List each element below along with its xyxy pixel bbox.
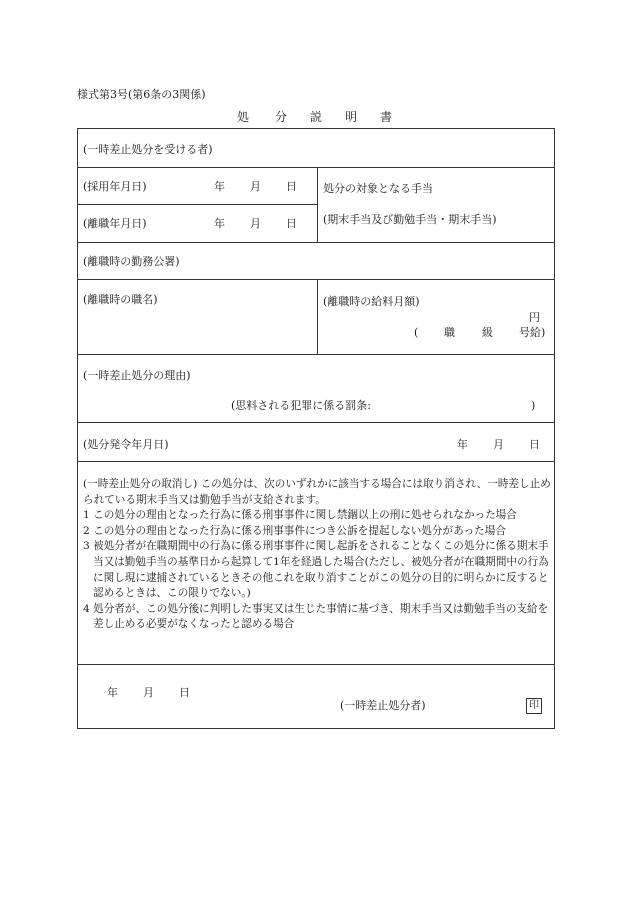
form-number: 様式第3号(第6条の3関係) [77,88,206,101]
seal-mark: 印 [526,698,542,714]
revocation-item: 2 この処分の理由となった行為に係る刑事事件につき公訴を提起しない処分があった場合 [83,524,506,537]
hire-date-label: (採用年月日) [83,180,147,193]
retire-year-unit: 年 [214,217,225,230]
row-divider [78,167,554,168]
penal-clause-label: (思料される犯罪に係る罰条: [231,399,371,412]
title-char: 書 [380,110,393,124]
row-divider [78,354,554,355]
title-char: 処 [237,110,250,124]
position-label: (離職時の職名) [83,293,158,306]
title-char: 説 [310,110,323,124]
revocation-intro: (一時差止処分の取消し) この処分は、次のいずれかに該当する場合には取り消され、一時差し止められている期末手当又は勤勉手当が支給されます。 [83,478,551,506]
column-divider [317,167,318,242]
column-divider [317,279,318,354]
revocation-item: 1 この処分の理由となった行為に係る刑事事件に関し禁錮以上の刑に処せられなかった場合 [83,509,517,522]
salary-label: (離職時の給料月額) [323,295,420,308]
row-divider [78,242,554,243]
allowance-target-label: 処分の対象となる手当 [323,182,433,195]
row-divider [78,204,317,205]
retire-date-label: (離職年月日) [83,217,147,230]
reason-label: (一時差止処分の理由) [83,369,191,382]
shoku-unit: 職 [444,326,455,339]
row-divider [78,422,554,423]
revocation-item: 4 処分者が、この処分後に判明した事実又は生じた事情に基づき、期末手当又は勤勉手当の支給を差し止める必要がなくなったと認める場合 [83,602,549,631]
kyu-unit: 級 [482,326,493,339]
issue-month-unit: 月 [143,686,154,699]
decision-day-unit: 日 [529,438,540,451]
revocation-item: 3 被処分者が在職期間中の行為に係る刑事事件に関し起訴をされることなくこの処分に係る期末手当又は勤勉手当の基準日から起算して1年を経過した場合(ただし、被処分者が在職期間中の行為に関し現に逮捕されているときその他これを取り消すことがこの処分の目的に明らかに反すると認めるときは、この限りでない。) [83,540,549,600]
recipient-label: (一時差止処分を受ける者) [83,143,213,156]
hire-day-unit: 日 [286,180,297,193]
title-char: 分 [275,110,288,124]
hire-year-unit: 年 [214,180,225,193]
retire-day-unit: 日 [286,217,297,230]
row-divider [78,461,554,462]
grade-open-paren: ( [414,326,419,339]
form-table [77,128,555,729]
yen-unit: 円 [529,311,540,324]
issue-day-unit: 日 [179,686,190,699]
decision-date-label: (処分発令年月日) [83,438,169,451]
penal-clause-close: ) [531,399,536,412]
issue-year-unit: 年 [107,686,118,699]
revocation-notice [83,477,551,633]
issuer-label: (一時差止処分者) [340,699,426,712]
decision-month-unit: 月 [493,438,504,451]
decision-year-unit: 年 [457,438,468,451]
workplace-label: (離職時の勤務公署) [83,255,180,268]
row-divider [78,664,554,665]
allowance-target-value: (期末手当及び勤勉手当・期末手当) [323,213,497,226]
hire-month-unit: 月 [250,180,261,193]
gokyu-unit: 号給) [519,326,546,339]
title-char: 明 [345,110,358,124]
row-divider [78,279,554,280]
retire-month-unit: 月 [250,217,261,230]
